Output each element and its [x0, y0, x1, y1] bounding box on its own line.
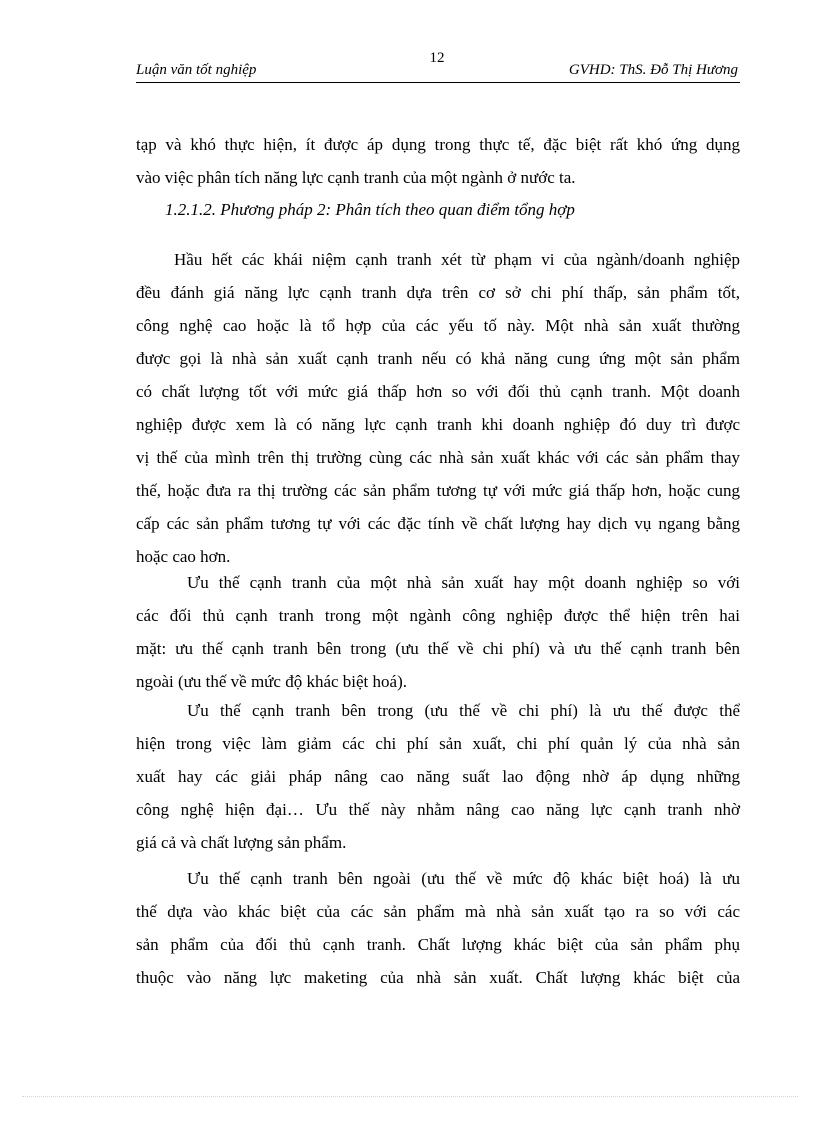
paragraph-1 [136, 243, 740, 573]
text-line: tạp và khó thực hiện, ít được áp dụng trong thực tế, đặc biệt rất khó ứng dụng [136, 135, 740, 154]
page-bottom-divider [22, 1096, 798, 1097]
text-line: Ưu thế cạnh tranh bên trong (ưu thế về chi phí) là ưu thế được thể [187, 701, 740, 720]
text-line: sản phẩm của đối thủ cạnh tranh. Chất lượng khác biệt của sản phẩm phụ [136, 935, 740, 954]
text-line: công nghệ hiện đại… Ưu thế này nhằm nâng cao năng lực cạnh tranh nhờ [136, 800, 740, 819]
text-line: thế dựa vào khác biệt của các sản phẩm mà nhà sản xuất tạo ra so với các [136, 902, 740, 921]
text-line: các đối thủ cạnh tranh trong một ngành công nghiệp được thể hiện trên hai [136, 606, 740, 625]
section-heading: 1.2.1.2. Phương pháp 2: Phân tích theo quan điểm tổng hợp [165, 200, 575, 219]
header-advisor: GVHD: ThS. Đỗ Thị Hương [568, 62, 738, 78]
text-line: hoặc cao hơn. [136, 547, 231, 566]
page-number: 12 [429, 50, 445, 66]
text-line: hiện trong việc làm giảm các chi phí sản xuất, chi phí quản lý của nhà sản [136, 734, 740, 753]
text-line: Ưu thế cạnh tranh của một nhà sản xuất hay một doanh nghiệp so với [187, 573, 740, 592]
text-line: nghiệp được xem là có năng lực cạnh tranh khi doanh nghiệp đó duy trì được [136, 415, 740, 434]
paragraph-2 [136, 566, 740, 698]
text-line: Hầu hết các khái niệm cạnh tranh xét từ phạm vi của ngành/doanh nghiệp [174, 250, 740, 269]
text-line: cấp các sản phẩm tương tự với các đặc tính về chất lượng hay dịch vụ ngang bằng [136, 514, 740, 533]
paragraph-3 [136, 694, 740, 859]
text-line: công nghệ cao hoặc là tổ hợp của các yếu tố này. Một nhà sản xuất thường [136, 316, 740, 335]
text-line: mặt: ưu thế cạnh tranh bên trong (ưu thế về chi phí) và ưu thế cạnh tranh bên [136, 639, 740, 658]
header-thesis-title: Luận văn tốt nghiệp [136, 62, 257, 78]
text-line: xuất hay các giải pháp nâng cao năng suất lao động nhờ áp dụng những [136, 767, 740, 786]
text-line: đều đánh giá năng lực cạnh tranh dựa trên cơ sở chi phí thấp, sản phẩm tốt, [136, 283, 740, 302]
text-line: giá cả và chất lượng sản phẩm. [136, 833, 347, 852]
text-line: vào việc phân tích năng lực cạnh tranh của một ngành ở nước ta. [136, 168, 576, 187]
text-line: vị thế của mình trên thị trường cùng các nhà sản xuất khác với các sản phẩm thay [136, 448, 740, 467]
paragraph-4 [136, 862, 740, 994]
text-line: thế, hoặc đưa ra thị trường các sản phẩm tương tự với mức giá thấp hơn, hoặc cung [136, 481, 740, 500]
text-line: ngoài (ưu thế về mức độ khác biệt hoá). [136, 672, 407, 691]
text-line: Ưu thế cạnh tranh bên ngoài (ưu thế về mức độ khác biệt hoá) là ưu [187, 869, 740, 888]
running-header [136, 62, 740, 83]
text-line: được gọi là nhà sản xuất cạnh tranh nếu có khả năng cung ứng một sản phẩm [136, 349, 740, 368]
text-line: có chất lượng tốt với mức giá thấp hơn so với đối thủ cạnh tranh. Một doanh [136, 382, 740, 401]
text-line: thuộc vào năng lực maketing của nhà sản xuất. Chất lượng khác biệt của [136, 968, 740, 987]
paragraph-continuation [136, 128, 740, 194]
